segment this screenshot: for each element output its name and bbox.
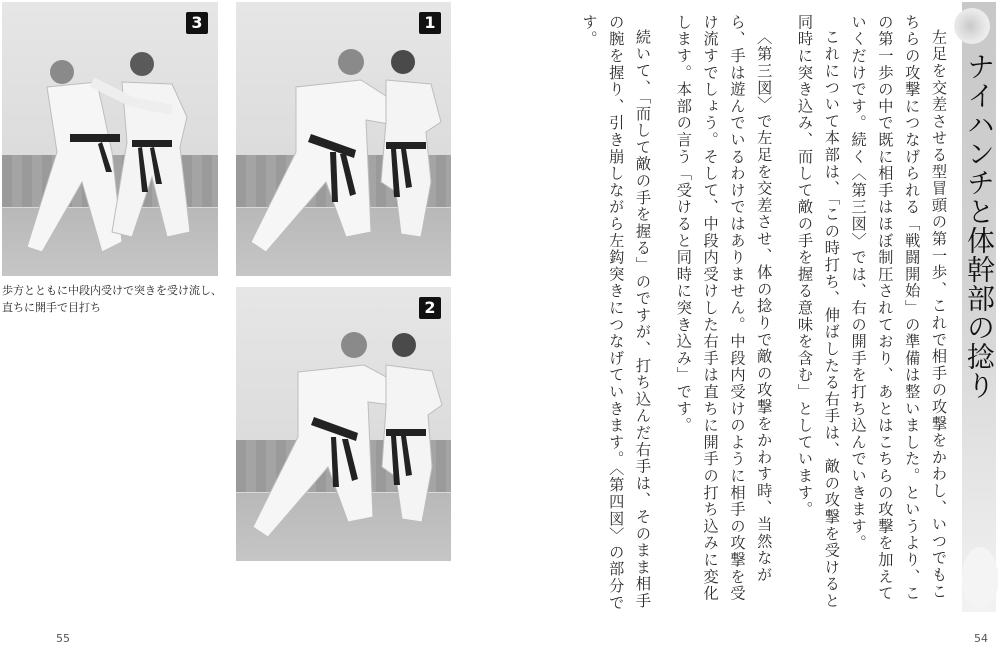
karate-figures-illustration xyxy=(2,2,218,276)
page-number-left: 55 xyxy=(56,632,70,645)
caption-line-2: 直ちに開手で目打ち xyxy=(2,301,101,314)
step-badge: 2 xyxy=(419,297,441,319)
step-badge: 3 xyxy=(186,12,208,34)
caption-line-1: 歩方とともに中段内受けで突きを受け流し、 xyxy=(2,284,222,297)
photo-caption xyxy=(2,282,227,316)
paragraph-4: 続いて、「而して敵の手を握る」のですが、打ち込んだ右手は、そのまま相手の腕を握り、引き崩しながら左鈎突きにつなげていきます。〈第四図〉の部分です。 xyxy=(580,14,653,612)
photo-step-3 xyxy=(2,2,218,276)
chapter-title-bar xyxy=(962,2,996,612)
karate-figures-illustration xyxy=(236,2,451,276)
photo-step-1 xyxy=(236,2,451,276)
photo-step-2 xyxy=(236,287,451,561)
step-badge: 1 xyxy=(419,12,441,34)
chapter-title: ナイハンチと体幹部の捻り xyxy=(963,52,996,400)
paragraph-1: 左足を交差させる型冒頭の第一歩、これで相手の攻撃をかわし、いつでもこちらの攻撃につなげられる「戦闘開始」の準備は整いました。というより、この第一歩の中で既に相手はほぼ制圧されており、あとはこちらの攻撃を加えていくだけです。続く〈第三図〉では、右の開手を打ち込んでいきます。 xyxy=(849,14,948,602)
page-number-right: 54 xyxy=(974,632,988,645)
decorative-fade xyxy=(962,547,998,607)
paragraph-2: これについて本部は、「この時打ち、伸ばしたる右手は、敵の攻撃を受けると同時に突き込み、而して敵の手を握る意味を含む」としています。 xyxy=(796,14,841,610)
decorative-orb-icon xyxy=(954,8,990,44)
body-text xyxy=(562,14,952,614)
karate-figures-illustration xyxy=(236,287,451,561)
paragraph-3: 〈第三図〉で左足を交差させ、体の捻りで敵の攻撃をかわす時、当然ながら、手は遊んでいるわけではありません。中段内受けのように相手の攻撃を受け流すでしょう。そして、中段内受けした右手は直ちに開手の打ち込みに変化します。本部の言う「受けると同時に突き込み」です。 xyxy=(674,14,774,602)
